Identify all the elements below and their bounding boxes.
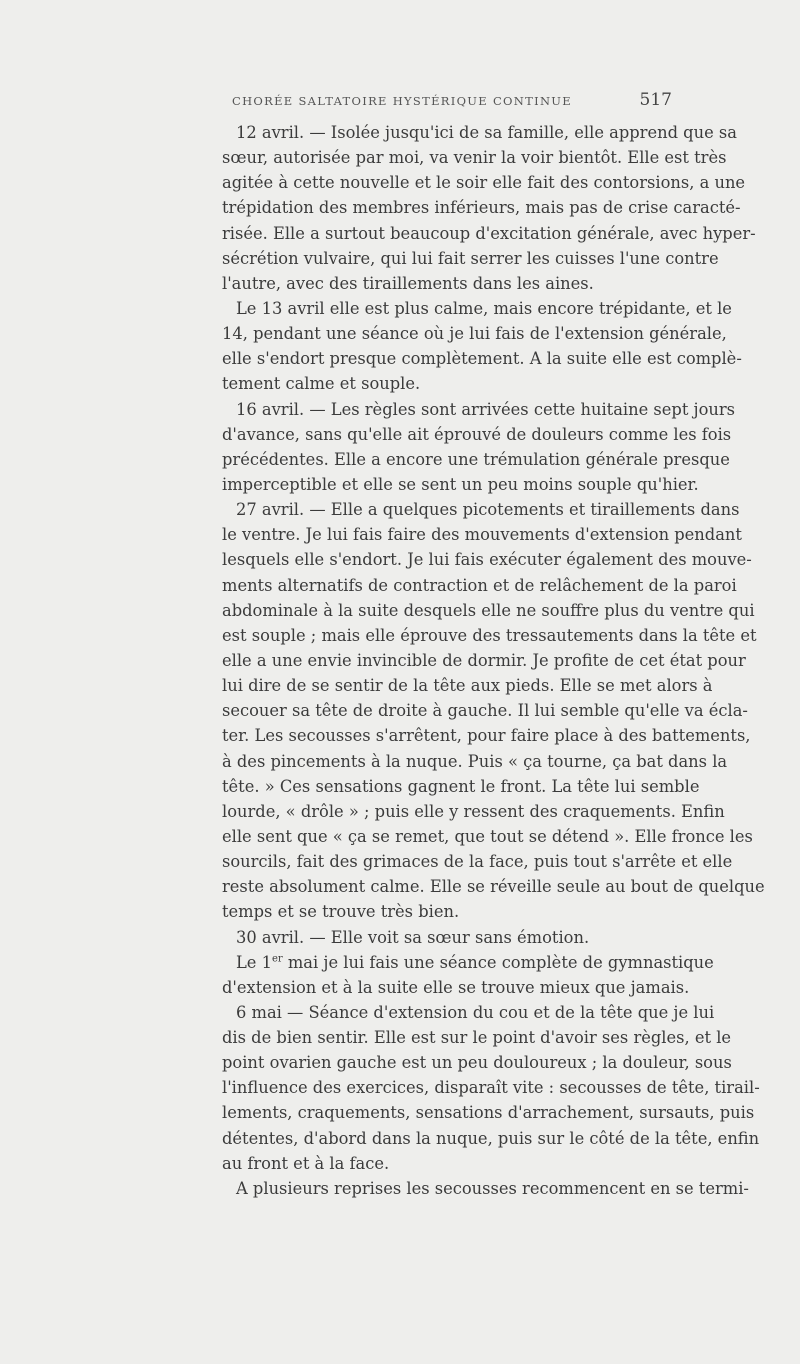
text-line: 30 avril. — Elle voit sa sœur sans émotion. (236, 927, 590, 947)
text-line: lesquels elle s'endort. Je lui fais exécuter également des mouve- (222, 550, 752, 570)
text-line: 27 avril. — Elle a quelques picotements et tiraillements dans (236, 500, 740, 520)
text-line: abdominale à la suite desquels elle ne souffre plus du ventre qui (222, 600, 755, 620)
text-line: d'avance, sans qu'elle ait éprouvé de douleurs comme les fois (222, 424, 732, 444)
page-header (222, 90, 672, 112)
text-line: point ovarien gauche est un peu douloureux ; la douleur, sous (222, 1053, 732, 1073)
text-line: elle s'endort presque complètement. A la suite elle est complè- (222, 349, 742, 369)
text-line: ments alternatifs de contraction et de relâchement de la paroi (222, 575, 737, 595)
text-line: l'influence des exercices, disparaît vite : secousses de tête, tirail- (222, 1078, 760, 1098)
text-line (222, 950, 714, 975)
text-line: tête. » Ces sensations gagnent le front. La tête lui semble (222, 776, 700, 796)
text-line: imperceptible et elle se sent un peu moins souple qu'hier. (222, 474, 699, 494)
text-line: détentes, d'abord dans la nuque, puis sur le côté de la tête, enfin (222, 1128, 760, 1148)
text-line: précédentes. Elle a encore une trémulation générale presque (222, 449, 730, 469)
text-line: reste absolument calme. Elle se réveille seule au bout de quelque (222, 877, 765, 897)
text-line: tement calme et souple. (222, 374, 421, 394)
text-line: 12 avril. — Isolée jusqu'ici de sa famille, elle apprend que sa (236, 123, 737, 142)
text-fragment: mai je lui fais une séance complète de gymnastique (282, 952, 714, 972)
text-line: d'extension et à la suite elle se trouve mieux que jamais. (222, 977, 690, 997)
page-number: 517 (639, 90, 672, 110)
text-fragment: Le 1 (236, 952, 272, 972)
text-line: temps et se trouve très bien. (222, 902, 460, 922)
text-line: ter. Les secousses s'arrêtent, pour faire place à des battements, (222, 726, 751, 746)
text-fragment: er (271, 953, 283, 965)
text-line: lui dire de se sentir de la tête aux pieds. Elle se met alors à (222, 676, 713, 696)
text-line: elle a une envie invincible de dormir. Je profite de cet état pour (222, 650, 746, 670)
text-line: le ventre. Je lui fais faire des mouvements d'extension pendant (222, 525, 742, 545)
text-line: 16 avril. — Les règles sont arrivées cette huitaine sept jours (236, 399, 736, 419)
text-line: au front et à la face. (222, 1153, 390, 1173)
running-title: CHORÉE SALTATOIRE HYSTÉRIQUE CONTINUE (232, 94, 572, 108)
text-line: elle sent que « ça se remet, que tout se détend ». Elle fronce les (222, 826, 753, 846)
text-line: à des pincements à la nuque. Puis « ça tourne, ça bat dans la (222, 751, 728, 771)
text-line: sécrétion vulvaire, qui lui fait serrer les cuisses l'une contre (222, 248, 719, 268)
text-line: Le 13 avril elle est plus calme, mais encore trépidante, et le (236, 298, 732, 318)
text-line: est souple ; mais elle éprouve des tressautements dans la tête et (222, 625, 757, 645)
text-line: secouer sa tête de droite à gauche. Il lui semble qu'elle va écla- (222, 701, 748, 721)
text-line: 14, pendant une séance où je lui fais de l'extension générale, (222, 324, 727, 344)
text-line: sourcils, fait des grimaces de la face, puis tout s'arrête et elle (222, 852, 733, 872)
text-line: trépidation des membres inférieurs, mais pas de crise caracté- (222, 198, 741, 218)
text-line: 6 mai — Séance d'extension du cou et de la tête que je lui (236, 1002, 715, 1022)
text-line: agitée à cette nouvelle et le soir elle fait des contorsions, a une (222, 173, 746, 193)
text-line: l'autre, avec des tiraillements dans les aines. (222, 273, 594, 293)
text-line: lourde, « drôle » ; puis elle y ressent des craquements. Enfin (222, 801, 725, 821)
text-line: dis de bien sentir. Elle est sur le point d'avoir ses règles, et le (222, 1028, 732, 1048)
text-line: lements, craquements, sensations d'arrachement, sursauts, puis (222, 1103, 755, 1123)
text-line: sœur, autorisée par moi, va venir la voir bientôt. Elle est très (222, 148, 727, 168)
text-line: A plusieurs reprises les secousses recommencent en se termi- (236, 1178, 749, 1198)
page-body-text (222, 120, 765, 1201)
text-line: risée. Elle a surtout beaucoup d'excitation générale, avec hyper- (222, 223, 756, 243)
